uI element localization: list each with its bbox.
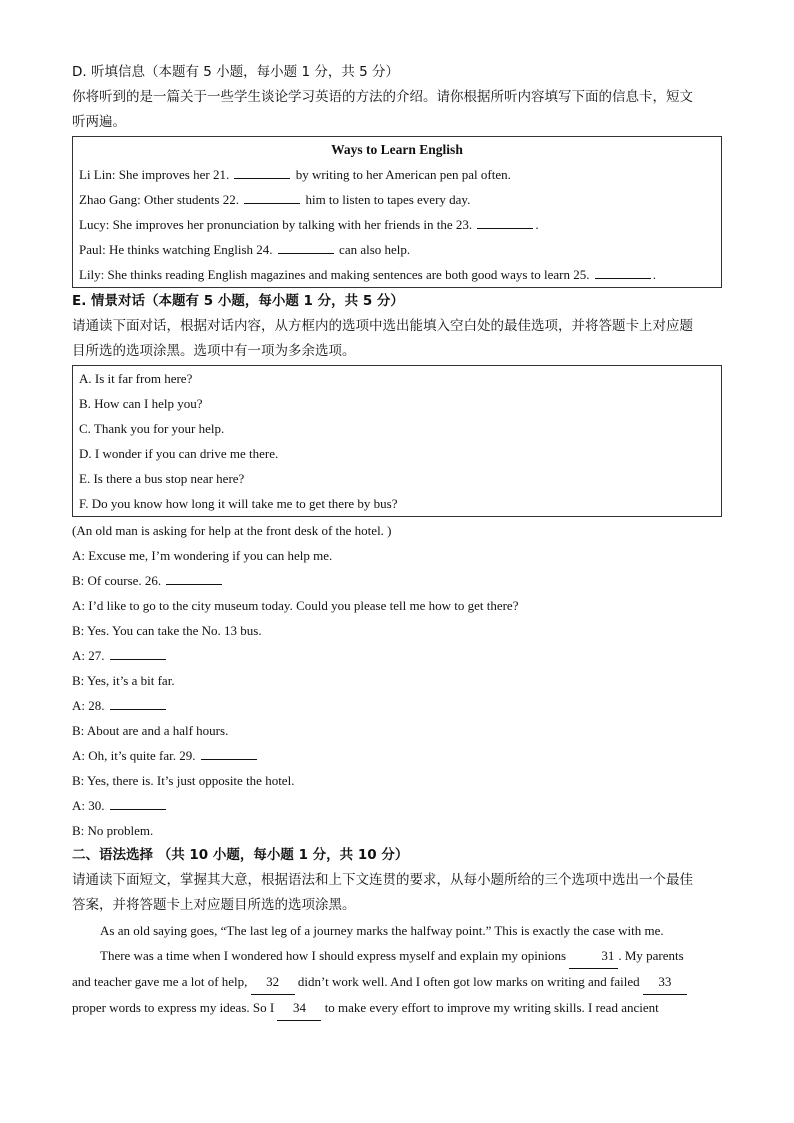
dialogue-line: A: 30.: [72, 793, 722, 818]
section-d-heading: D. 听填信息（本题有 5 小题，每小题 1 分，共 5 分）: [72, 64, 399, 80]
section-e-heading: E. 情景对话（本题有 5 小题，每小题 1 分，共 5 分）: [72, 293, 404, 309]
dialogue-line: B: Of course. 26.: [72, 568, 722, 593]
info-card: [72, 136, 722, 288]
dialogue-line: A: Oh, it’s quite far. 29.: [72, 743, 722, 768]
dialogue-line: B: No problem.: [72, 823, 154, 838]
grammar-instruction-1: 请通读下面短文，掌握其大意，根据语法和上下文连贯的要求，从每小题所给的三个选项中选出一个最佳: [72, 872, 693, 888]
info-card-row-25: Lily: She thinks reading English magazines and making sentences are both good ways to learn 25. .: [79, 267, 656, 282]
dialogue-context: (An old man is asking for help at the front desk of the hotel. ): [72, 523, 392, 538]
dialogue-line: A: Excuse me, I’m wondering if you can help me.: [72, 548, 333, 563]
answer-blank-26: [166, 572, 222, 585]
answer-blank-29: [201, 747, 257, 760]
answer-blank-27: [110, 647, 166, 660]
dialogue-line: B: Yes. You can take the No. 13 bus.: [72, 623, 262, 638]
option-e: E. Is there a bus stop near here?: [79, 471, 245, 486]
blank-33: 33: [643, 969, 687, 995]
info-card-row-21: Li Lin: She improves her 21. by writing to her American pen pal often.: [79, 167, 511, 182]
grammar-instruction-2: 答案，并将答题卡上对应题目所选的选项涂黑。: [72, 897, 356, 913]
section-d-instruction-2: 听两遍。: [72, 114, 126, 130]
dialogue-line: B: About are and a half hours.: [72, 723, 229, 738]
passage-line-3: and teacher gave me a lot of help, 32 didn’t work well. And I often got low marks on writing and failed 33: [72, 969, 722, 995]
blank-32: 32: [251, 969, 295, 995]
info-card-title: Ways to Learn English: [331, 142, 463, 157]
passage-line-2: There was a time when I wondered how I should express myself and explain my opinions 31 . My parents: [72, 943, 722, 969]
option-b: B. How can I help you?: [79, 396, 203, 411]
blank-31: 31: [569, 943, 618, 969]
answer-blank-28: [110, 697, 166, 710]
section-d-instruction-1: 你将听到的是一篇关于一些学生谈论学习英语的方法的介绍。请你根据所听内容填写下面的信息卡，短文: [72, 89, 693, 105]
section-e-instruction-1: 请通读下面对话，根据对话内容，从方框内的选项中选出能填入空白处的最佳选项，并将答题卡上对应题: [72, 318, 693, 334]
option-a: A. Is it far from here?: [79, 371, 193, 386]
option-f: F. Do you know how long it will take me to get there by bus?: [79, 496, 398, 511]
dialogue-line: A: 27.: [72, 643, 722, 668]
dialogue-line: A: I’d like to go to the city museum today. Could you please tell me how to get there?: [72, 598, 519, 613]
exam-page: [72, 60, 722, 1021]
answer-blank-30: [110, 797, 166, 810]
dialogue: [72, 543, 722, 843]
info-card-row-24: Paul: He thinks watching English 24. can also help.: [79, 242, 411, 257]
dialogue-line: B: Yes, there is. It’s just opposite the hotel.: [72, 773, 295, 788]
option-c: C. Thank you for your help.: [79, 421, 225, 436]
blank-34: 34: [277, 995, 321, 1021]
answer-blank-23: [477, 216, 533, 229]
section-e-instruction-2: 目所选的选项涂黑。选项中有一项为多余选项。: [72, 343, 356, 359]
option-d: D. I wonder if you can drive me there.: [79, 446, 279, 461]
passage-line-4: proper words to express my ideas. So I 34 to make every effort to improve my writing skills. I read ancient: [72, 995, 722, 1021]
answer-blank-22: [244, 191, 300, 204]
grammar-heading: 二、语法选择 （共 10 小题，每小题 1 分，共 10 分）: [72, 847, 409, 863]
dialogue-line: A: 28.: [72, 693, 722, 718]
dialogue-line: B: Yes, it’s a bit far.: [72, 673, 175, 688]
info-card-row-23: Lucy: She improves her pronunciation by talking with her friends in the 23. .: [79, 217, 539, 232]
answer-blank-24: [278, 241, 334, 254]
passage-line-1: As an old saying goes, “The last leg of a journey marks the halfway point.” This is exactly the case with me.: [100, 923, 664, 938]
options-box: [72, 365, 722, 517]
info-card-row-22: Zhao Gang: Other students 22. him to listen to tapes every day.: [79, 192, 471, 207]
answer-blank-21: [234, 166, 290, 179]
answer-blank-25: [595, 266, 651, 279]
